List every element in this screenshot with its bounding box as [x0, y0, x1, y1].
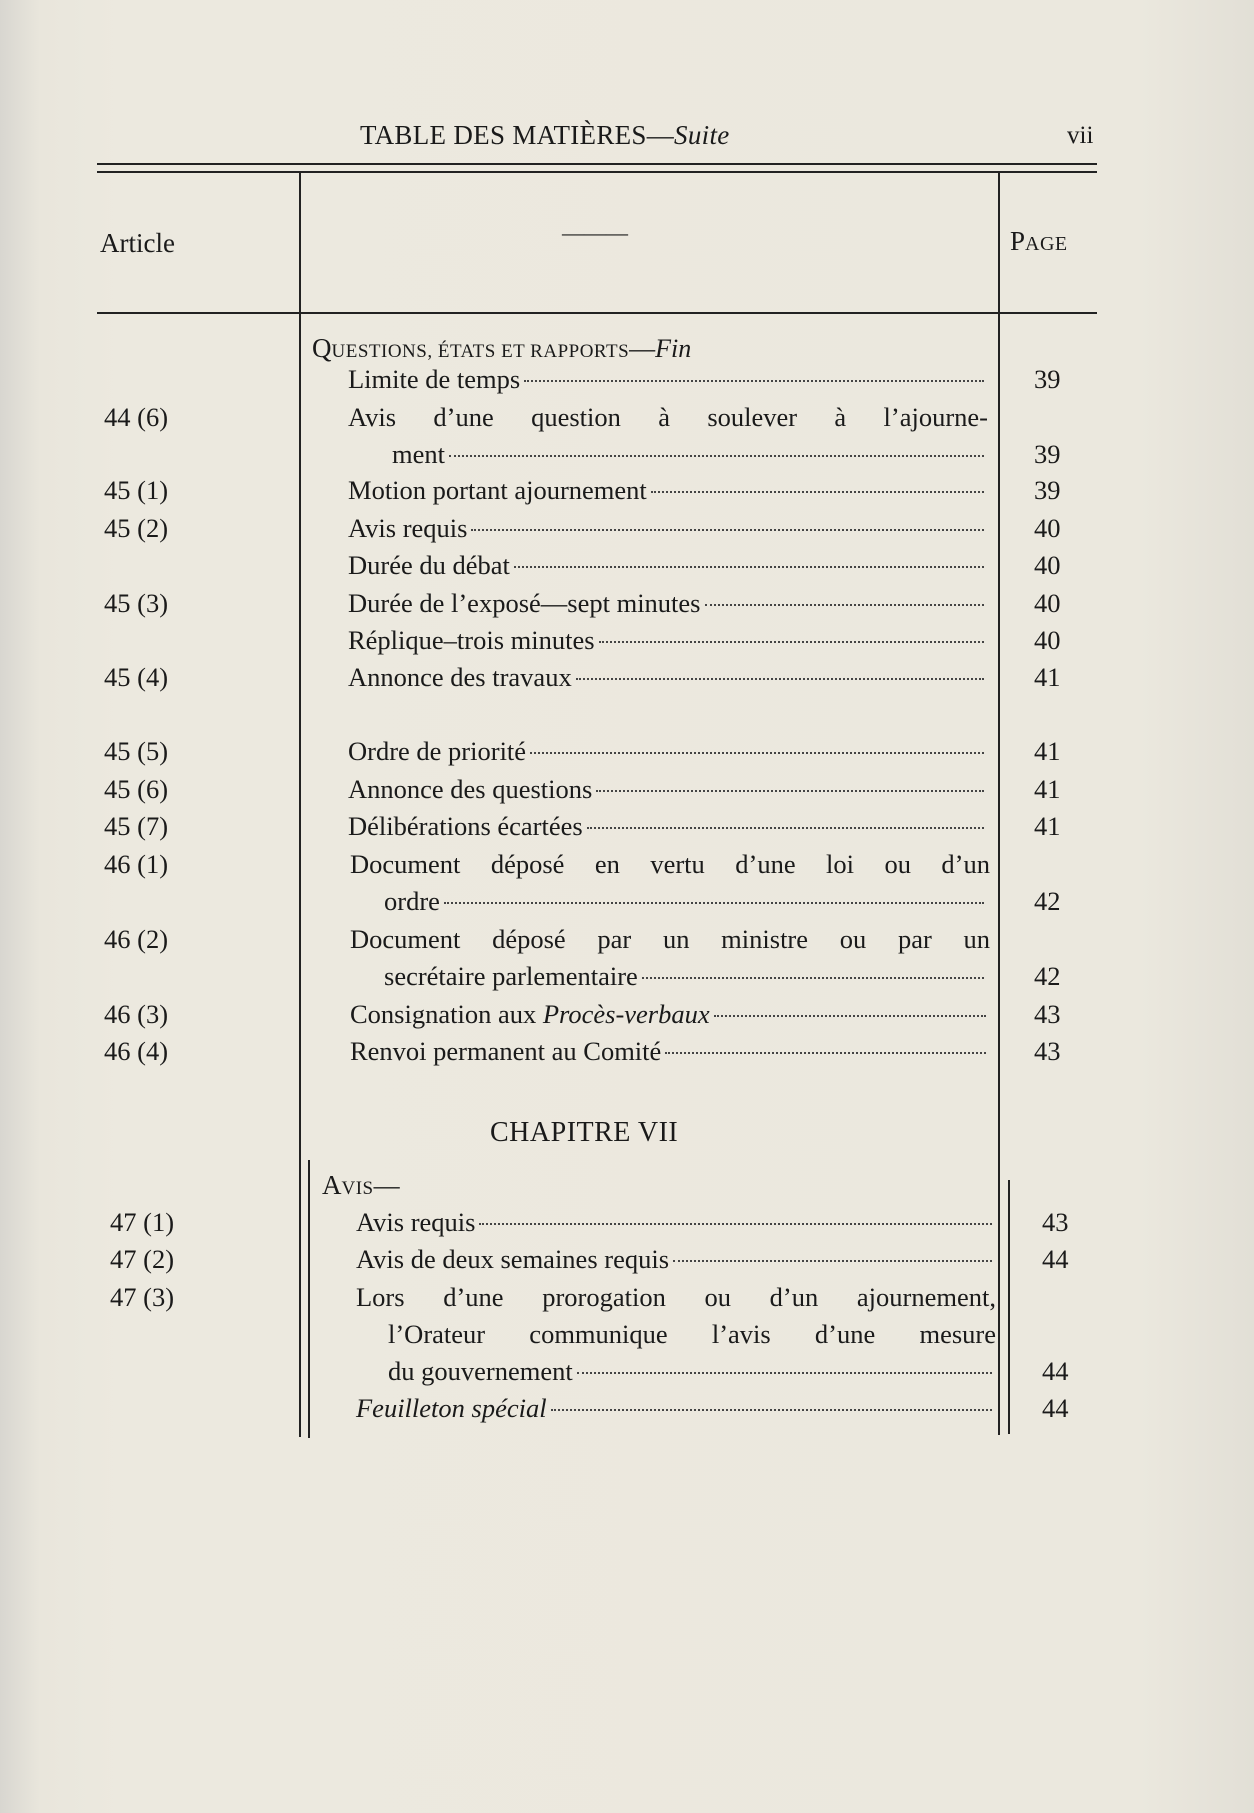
entry-line: Document déposé par un ministre ou par un	[350, 924, 990, 954]
article-number: 46 (1)	[104, 849, 169, 879]
entry-label: Annonce des questions	[348, 774, 593, 804]
entry-label-prefix: Consignation aux	[350, 999, 543, 1029]
page-ref: 44	[1042, 1393, 1069, 1423]
entry-text	[356, 1391, 996, 1425]
leader-dots	[705, 604, 985, 606]
article-number: 45 (4)	[104, 662, 169, 692]
article-number: 45 (5)	[104, 736, 169, 766]
toc-row-continued	[0, 1354, 1254, 1388]
entry-label: du gouvernement	[388, 1356, 573, 1386]
toc-row	[0, 400, 1254, 434]
column-page-rest: AGE	[1025, 233, 1068, 255]
leader-dots	[576, 678, 984, 680]
page-ref: 41	[1034, 774, 1061, 804]
title-suffix: Suite	[674, 120, 730, 150]
entry-line: l’Orateur communique l’avis d’une mesure	[388, 1319, 996, 1349]
page-ref: 42	[1034, 886, 1061, 916]
entry-text	[356, 1242, 996, 1276]
article-number: 45 (6)	[104, 774, 169, 804]
entry-text	[392, 437, 988, 471]
top-rule-1	[97, 163, 1097, 165]
entry-line: Avis d’une question à soulever à l’ajourne-	[348, 402, 988, 432]
entry-text	[348, 586, 988, 620]
page-ref: 43	[1034, 999, 1061, 1029]
entry-text	[388, 1354, 996, 1388]
entry-label: Avis requis	[348, 513, 468, 543]
entry-label: secrétaire parlementaire	[384, 961, 638, 991]
entry-text	[356, 1205, 996, 1239]
leader-dots	[642, 977, 984, 979]
entry-label: ordre	[384, 886, 440, 916]
leader-dots	[587, 827, 984, 829]
article-number: 46 (3)	[104, 999, 169, 1029]
entry-text	[348, 623, 988, 657]
toc-row-continued	[0, 959, 1254, 993]
toc-row	[0, 1242, 1254, 1276]
article-number: 45 (2)	[104, 513, 169, 543]
toc-row	[0, 473, 1254, 507]
entry-label: Renvoi permanent au Comité	[350, 1036, 662, 1066]
page-ref: 43	[1034, 1036, 1061, 1066]
entry-label: Motion portant ajournement	[348, 475, 647, 505]
entry-text	[348, 660, 988, 694]
entry-text	[348, 511, 988, 545]
entry-label-italic: Procès-verbaux	[542, 999, 710, 1029]
heading-dash: —	[373, 1171, 400, 1200]
leader-dots	[530, 752, 984, 754]
toc-row-continued	[0, 1317, 1254, 1351]
entry-text	[348, 362, 988, 396]
column-middle: ———	[562, 220, 628, 245]
page-ref: 44	[1042, 1356, 1069, 1386]
heading-dash: —	[629, 334, 656, 363]
entry-text	[350, 1034, 990, 1068]
toc-row	[0, 1034, 1254, 1068]
page-ref: 40	[1034, 550, 1061, 580]
page-ref: 40	[1034, 513, 1061, 543]
article-number: 46 (4)	[104, 1036, 169, 1066]
section-heading-avis	[322, 1170, 400, 1201]
entry-label: Délibérations écartées	[348, 811, 583, 841]
entry-label: Ordre de priorité	[348, 736, 527, 766]
toc-row	[0, 1280, 1254, 1314]
toc-row	[0, 548, 1254, 582]
leader-dots	[665, 1052, 986, 1054]
toc-row-continued	[0, 884, 1254, 918]
toc-row	[0, 734, 1254, 768]
chapter-title: CHAPITRE VII	[490, 1117, 679, 1148]
article-number: 44 (6)	[104, 402, 169, 432]
article-number: 47 (1)	[110, 1207, 175, 1237]
page-ref: 39	[1034, 439, 1061, 469]
entry-label: Durée de l’exposé—sept minutes	[348, 588, 701, 618]
article-number: 45 (1)	[104, 475, 169, 505]
page-ref: 41	[1034, 811, 1061, 841]
article-number: 47 (3)	[110, 1282, 175, 1312]
heading-smallcaps: VIS	[341, 1178, 374, 1199]
page-ref: 42	[1034, 961, 1061, 991]
toc-row	[0, 809, 1254, 843]
entry-label: Feuilleton spécial	[356, 1393, 547, 1423]
entry-text	[350, 997, 990, 1031]
heading-smallcaps: UESTIONS, ÉTATS ET RAPPORTS	[331, 341, 630, 362]
toc-row	[0, 362, 1254, 396]
entry-text	[348, 809, 988, 843]
toc-row	[0, 772, 1254, 806]
leader-dots	[514, 566, 984, 568]
heading-initial: A	[322, 1170, 342, 1200]
leader-dots	[551, 1409, 992, 1411]
toc-row	[0, 511, 1254, 545]
leader-dots	[479, 1223, 992, 1225]
entry-label: Limite de temps	[348, 364, 521, 394]
top-rule-2	[97, 171, 1097, 173]
entry-text	[384, 959, 988, 993]
entry-label: Réplique–trois minutes	[348, 625, 595, 655]
entry-text	[348, 734, 988, 768]
entry-label: Avis requis	[356, 1207, 476, 1237]
entry-text	[348, 548, 988, 582]
entry-label: Avis de deux semaines requis	[356, 1244, 670, 1274]
page-number: vii	[1067, 122, 1094, 149]
entry-label: Annonce des travaux	[348, 662, 572, 692]
entry-text	[348, 473, 988, 507]
page-ref: 43	[1042, 1207, 1069, 1237]
toc-row	[0, 1391, 1254, 1425]
leader-dots	[524, 380, 984, 382]
leader-dots	[444, 902, 984, 904]
column-page-initial: P	[1010, 226, 1026, 256]
toc-row	[0, 586, 1254, 620]
leader-dots	[471, 529, 984, 531]
toc-row	[0, 847, 1254, 881]
toc-row	[0, 922, 1254, 956]
leader-dots	[596, 790, 984, 792]
section-heading-questions	[312, 333, 691, 364]
entry-label	[350, 997, 710, 1031]
entry-line: Document déposé en vertu d’une loi ou d’un	[350, 849, 990, 879]
page-ref: 41	[1034, 662, 1061, 692]
toc-row	[0, 1205, 1254, 1239]
leader-dots	[449, 455, 984, 457]
leader-dots	[714, 1015, 986, 1017]
article-number: 45 (3)	[104, 588, 169, 618]
heading-fin: Fin	[655, 334, 692, 363]
column-article: Article	[100, 228, 175, 258]
page-ref: 40	[1034, 588, 1061, 618]
page-ref: 39	[1034, 475, 1061, 505]
leader-dots	[673, 1260, 992, 1262]
entry-label: Durée du débat	[348, 550, 510, 580]
column-page	[1010, 226, 1068, 257]
title-main: TABLE DES MATIÈRES—	[360, 120, 675, 150]
toc-row	[0, 997, 1254, 1031]
page-ref: 44	[1042, 1244, 1069, 1274]
toc-row-continued	[0, 437, 1254, 471]
leader-dots	[651, 491, 984, 493]
right-column-rule-lower	[1008, 1180, 1010, 1434]
leader-dots	[577, 1372, 992, 1374]
page-ref: 40	[1034, 625, 1061, 655]
entry-line: Lors d’une prorogation ou d’un ajournement,	[356, 1282, 996, 1312]
page-ref: 39	[1034, 364, 1061, 394]
toc-row	[0, 623, 1254, 657]
toc-row	[0, 660, 1254, 694]
heading-initial: Q	[312, 333, 332, 363]
page-ref: 41	[1034, 736, 1061, 766]
article-number: 47 (2)	[110, 1244, 175, 1274]
entry-text	[384, 884, 988, 918]
article-number: 45 (7)	[104, 811, 169, 841]
page-title	[360, 120, 730, 151]
entry-text	[348, 772, 988, 806]
left-column-rule-lower	[308, 1160, 310, 1438]
header-bottom-rule	[97, 312, 1097, 314]
entry-label: ment	[392, 439, 445, 469]
leader-dots	[599, 641, 984, 643]
article-number: 46 (2)	[104, 924, 169, 954]
